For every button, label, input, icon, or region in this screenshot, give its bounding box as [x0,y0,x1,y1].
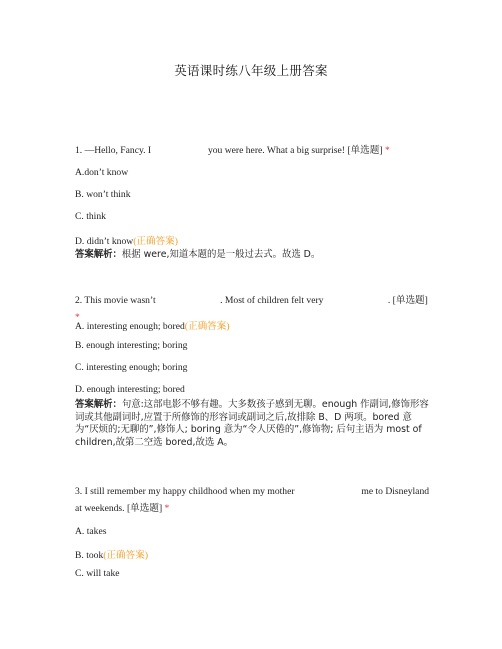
question-2-option-d-label: D. enough interesting; bored [75,384,185,395]
question-1-text-before: 1. —Hello, Fancy. I [75,145,152,156]
question-1-stem [75,142,435,159]
question-1-option-b-label: B. won’t think [75,189,131,200]
question-1-option-c[interactable] [75,211,106,222]
question-2-option-b-label: B. enough interesting; boring [75,340,188,351]
question-3-type: [单选题] [126,503,163,514]
question-3-option-c-label: C. will take [75,568,120,579]
question-1-option-a[interactable] [75,167,128,178]
question-3-option-b[interactable] [75,547,148,561]
question-3-option-b-label: B. took [75,550,104,561]
question-2-option-b[interactable] [75,340,187,351]
explanation-label: 答案解析： [75,399,122,410]
question-2-text-middle: . Most of children felt very [220,295,324,306]
correct-answer-tag: (正确答案) [133,236,178,247]
question-1-option-c-label: C. think [75,211,106,222]
question-2-option-c-label: C. interesting enough; boring [75,362,188,373]
question-1-option-d-label: D. didn’t know [75,236,134,247]
question-2-type: [单选题] [392,295,428,306]
question-3-text-after: me to Disneyland [361,486,430,497]
question-1-option-d[interactable] [75,233,178,247]
question-2-required-mark: * [75,312,80,323]
question-3-text-before: 3. I still remember my happy childhood when my mother [75,486,295,497]
question-1-option-a-label: A.don’t know [75,167,129,178]
question-1-text-after: you were here. What a big surprise! [207,145,345,156]
question-1-explanation-text: 根据 were,知道本题的是一般过去式。故选 D。 [121,249,321,260]
question-2-text-after: . [387,295,391,306]
question-3-required-mark: * [164,503,170,514]
page-title: 英语课时练八年级上册答案 [174,63,328,78]
question-2-option-a[interactable] [75,318,230,332]
question-2-option-d[interactable] [75,384,185,395]
question-1-option-b[interactable] [75,189,131,200]
question-2-text-before: 2. This movie wasn’t [75,295,156,306]
question-2-explanation [75,399,433,449]
question-1-type: [单选题] [347,145,383,156]
question-2-explanation-text: 句意:这部电影不够有趣。大多数孩子感到无聊。enough 作副词,修饰形容词或其他副词时,应置于所修饰的形容词或副词之后,故排除 B、D 两项。bored 意为“厌烦的;无聊的”,修饰人; boring 意为“令人厌倦的”,修饰物; 后句主语为 most of children,故第二空选 bored,故选 A。 [75,399,429,448]
question-3-option-a[interactable] [75,526,106,537]
question-3-stem [75,483,435,517]
question-1-explanation [75,249,433,262]
question-3-text-line2: at weekends. [75,503,125,514]
question-3-option-a-label: A. takes [75,526,107,537]
explanation-label: 答案解析： [75,249,122,260]
correct-answer-tag: (正确答案) [103,550,149,561]
question-3-option-c[interactable] [75,568,120,579]
question-2-option-c[interactable] [75,362,187,373]
question-2-option-a-label: A. interesting enough; bored [75,321,185,332]
correct-answer-tag: (正确答案) [184,321,230,332]
question-1-required-mark: * [384,145,390,156]
